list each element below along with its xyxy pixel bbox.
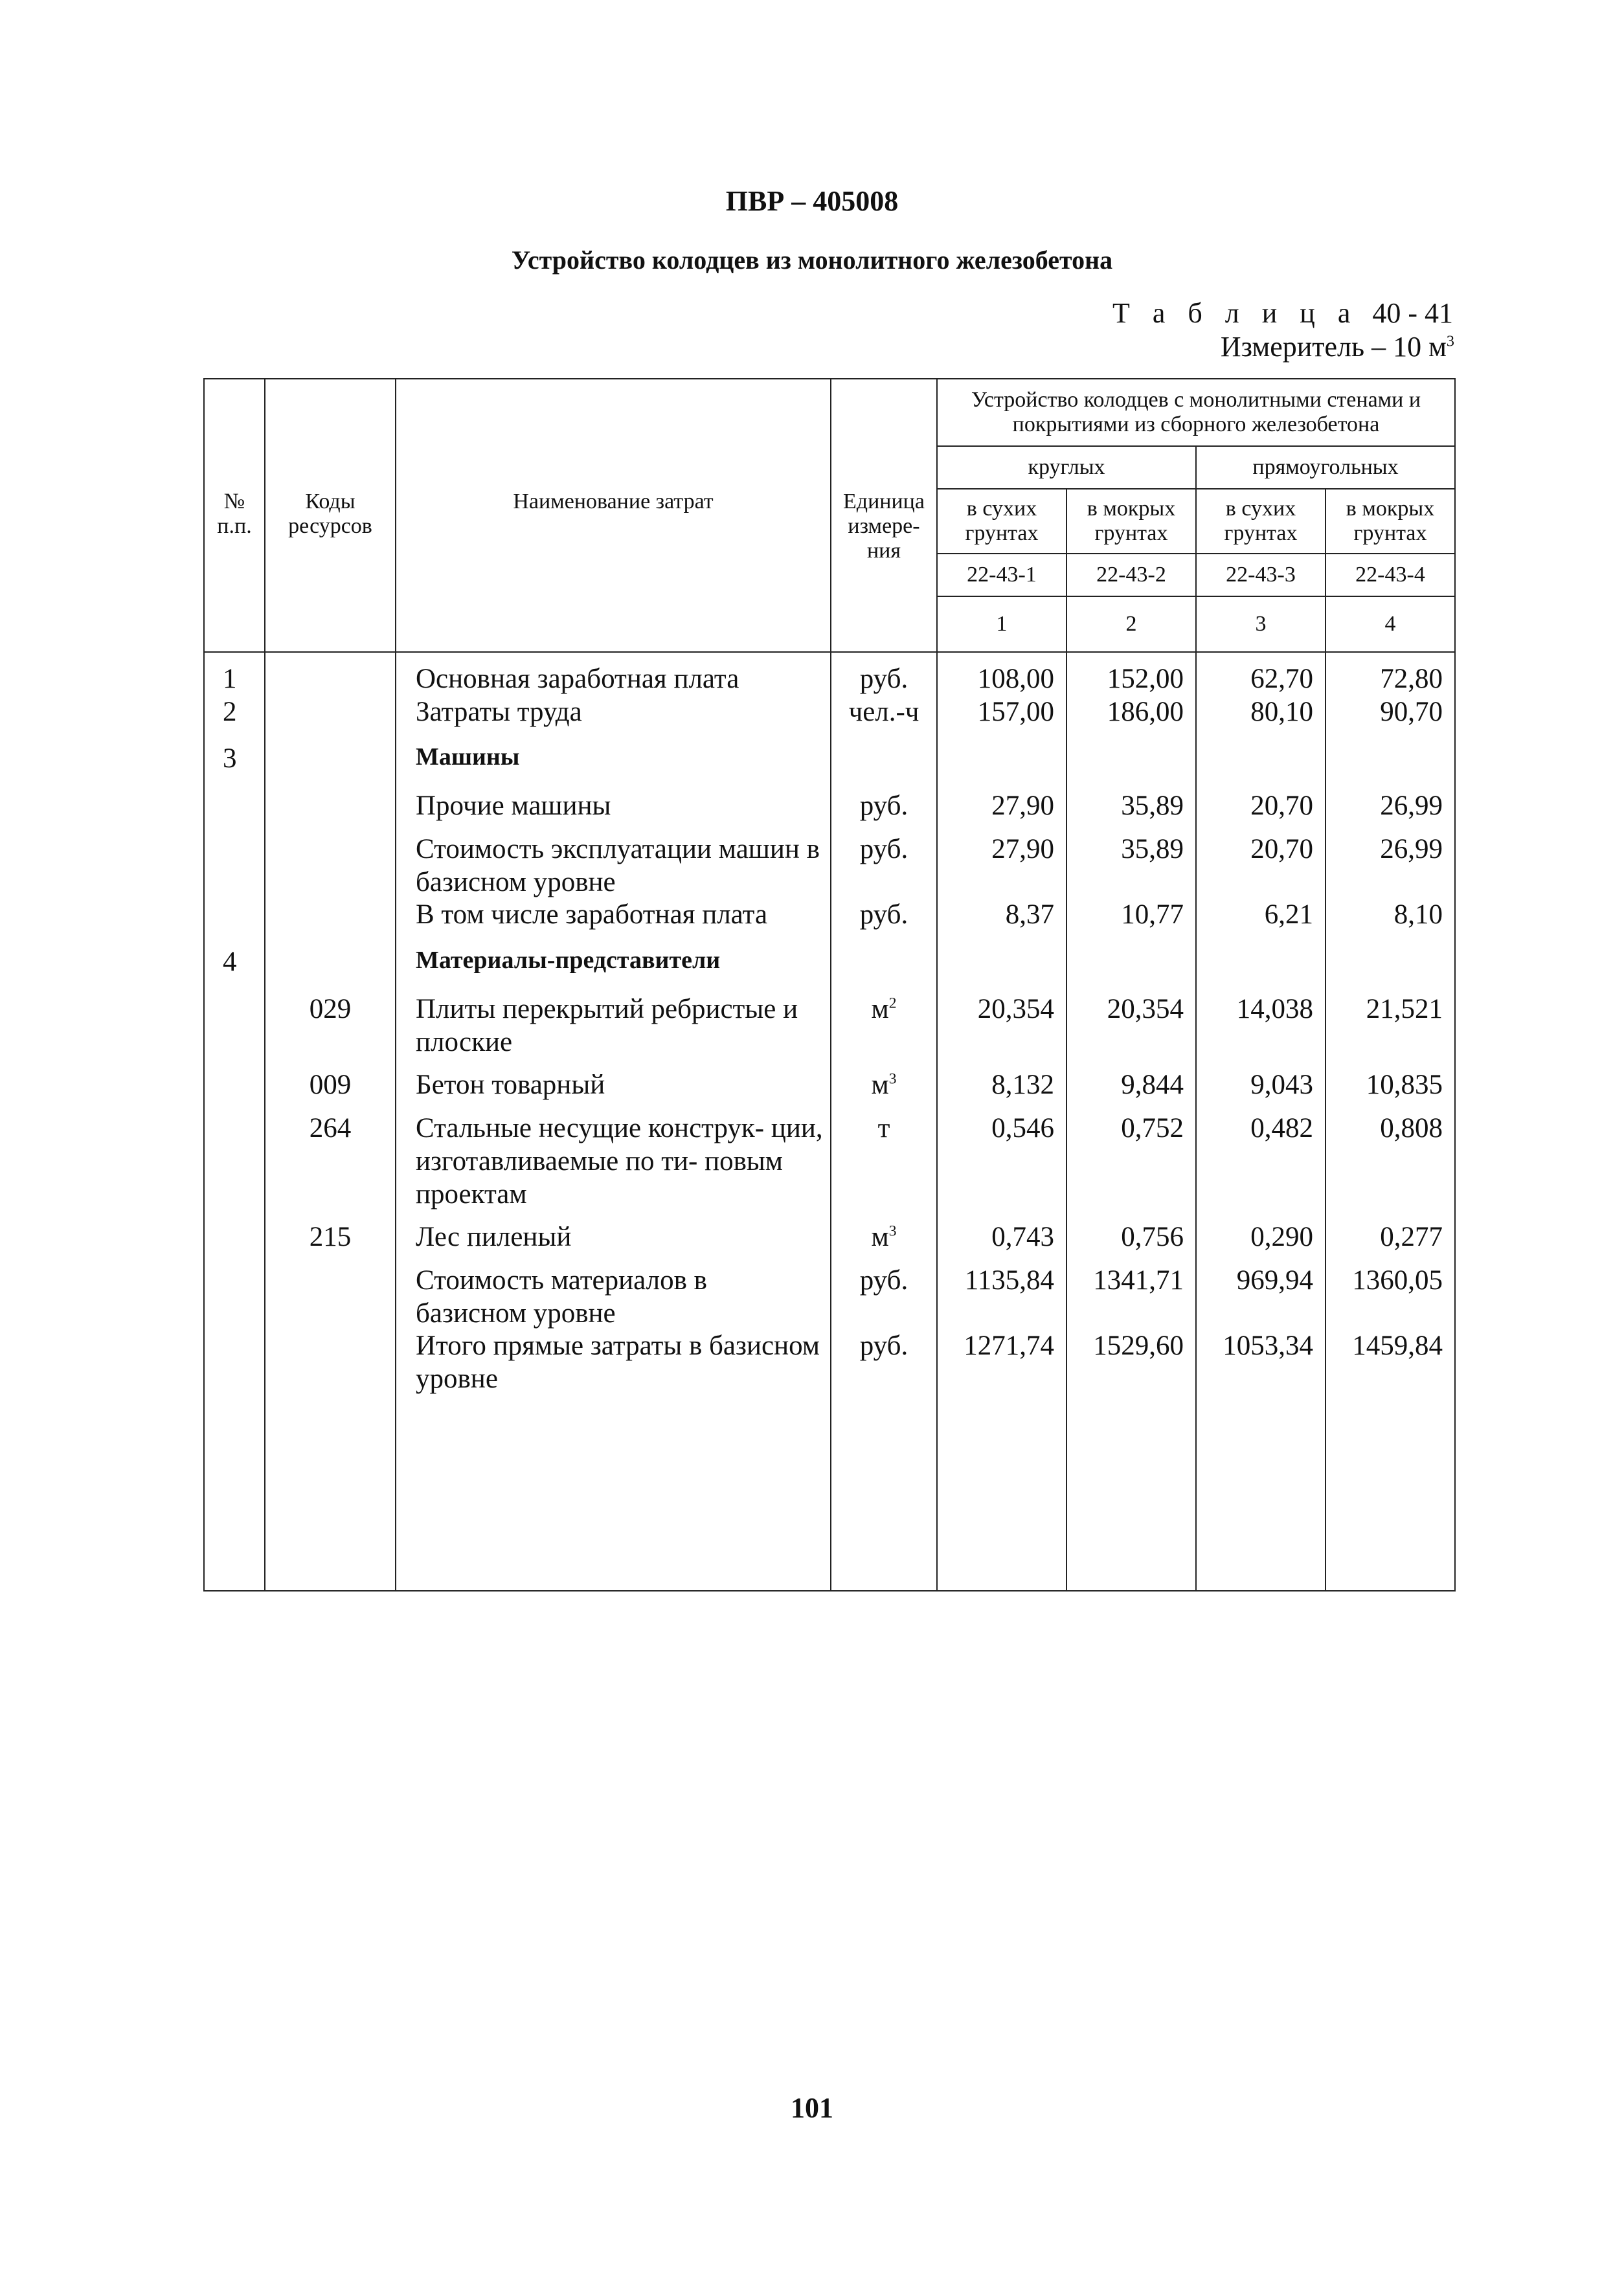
row-unit-text: чел.-ч (848, 696, 919, 727)
row-code (265, 776, 396, 823)
header-code3: 22-43-3 (1196, 554, 1325, 596)
row-unit (831, 1059, 937, 1102)
row-unit (831, 1330, 937, 1395)
row-num (204, 776, 265, 823)
row-value-3: 0,482 (1196, 1102, 1325, 1211)
table-number (1112, 297, 1453, 330)
row-code (265, 652, 396, 696)
row-num: 1 (204, 652, 265, 696)
row-value-3: 969,94 (1196, 1254, 1325, 1330)
row-value-3: 1053,34 (1196, 1330, 1325, 1395)
row-unit-text: м (871, 1222, 889, 1253)
header-n4: 4 (1325, 596, 1455, 652)
row-value-2: 0,752 (1066, 1102, 1196, 1211)
row-unit (831, 696, 937, 729)
measure-label: Измеритель – 10 м (1220, 331, 1447, 363)
row-value-3 (1196, 728, 1325, 776)
row-unit-text: руб. (859, 791, 908, 822)
row-value-3: 20,70 (1196, 776, 1325, 823)
row-name: Материалы-представители (396, 932, 831, 979)
row-value-3: 14,038 (1196, 979, 1325, 1059)
empty-cell (1196, 1396, 1325, 1591)
row-code (265, 728, 396, 776)
row-value-4: 90,70 (1325, 696, 1455, 729)
row-value-2: 0,756 (1066, 1211, 1196, 1254)
row-unit (831, 1211, 937, 1254)
table-row (204, 776, 1455, 823)
header-rect: прямоугольных (1196, 446, 1455, 489)
header-c2: в мокрых грунтах (1066, 489, 1196, 554)
row-value-2: 186,00 (1066, 696, 1196, 729)
row-num (204, 1102, 265, 1211)
header-group: Устройство колодцев с монолитными стенами и покрытиями из сборного железобетона (937, 379, 1455, 446)
row-value-4: 1360,05 (1325, 1254, 1455, 1330)
document-subtitle: Устройство колодцев из монолитного железобетона (511, 245, 1113, 275)
row-name: В том числе заработная плата (396, 899, 831, 932)
empty-cell (937, 1396, 1066, 1591)
table-row (204, 696, 1455, 729)
header-name: Наименование затрат (396, 379, 831, 652)
row-unit (831, 823, 937, 899)
row-value-1: 27,90 (937, 776, 1066, 823)
row-value-2: 1341,71 (1066, 1254, 1196, 1330)
row-value-2: 35,89 (1066, 776, 1196, 823)
row-value-1: 20,354 (937, 979, 1066, 1059)
row-value-3: 62,70 (1196, 652, 1325, 696)
row-name: Затраты труда (396, 696, 831, 729)
header-c3: в сухих грунтах (1196, 489, 1325, 554)
row-unit (831, 899, 937, 932)
row-num (204, 979, 265, 1059)
row-value-1: 8,37 (937, 899, 1066, 932)
row-unit (831, 776, 937, 823)
row-num (204, 1330, 265, 1395)
header-code2: 22-43-2 (1066, 554, 1196, 596)
row-value-1: 157,00 (937, 696, 1066, 729)
row-name: Стоимость эксплуатации машин в базисном уровне (396, 823, 831, 899)
row-num: 3 (204, 728, 265, 776)
row-value-1: 27,90 (937, 823, 1066, 899)
table-row (204, 823, 1455, 899)
row-code (265, 823, 396, 899)
row-unit (831, 652, 937, 696)
row-code (265, 1330, 396, 1395)
row-value-4: 26,99 (1325, 823, 1455, 899)
row-unit-text: руб. (859, 899, 908, 930)
empty-cell (831, 1396, 937, 1591)
row-value-4: 21,521 (1325, 979, 1455, 1059)
row-unit-text: руб. (859, 833, 908, 864)
row-value-3: 6,21 (1196, 899, 1325, 932)
row-unit-text: т (877, 1113, 890, 1144)
table-row (204, 652, 1455, 696)
row-unit-sup: 2 (888, 995, 897, 1012)
row-value-4 (1325, 728, 1455, 776)
row-value-4 (1325, 932, 1455, 979)
row-code: 264 (265, 1102, 396, 1211)
row-unit (831, 979, 937, 1059)
row-unit (831, 1254, 937, 1330)
row-value-3: 80,10 (1196, 696, 1325, 729)
table-row (204, 979, 1455, 1059)
row-num (204, 1254, 265, 1330)
row-code: 215 (265, 1211, 396, 1254)
page-number: 101 (791, 2092, 833, 2124)
row-value-2: 20,354 (1066, 979, 1196, 1059)
row-value-2 (1066, 728, 1196, 776)
empty-cell (1325, 1396, 1455, 1591)
row-value-2: 9,844 (1066, 1059, 1196, 1102)
measure-sup: 3 (1446, 332, 1454, 350)
row-value-1: 8,132 (937, 1059, 1066, 1102)
row-unit-text: руб. (859, 1265, 908, 1296)
measure-unit (1221, 330, 1454, 363)
row-unit (831, 728, 937, 776)
table-row (204, 1102, 1455, 1211)
row-num (204, 1059, 265, 1102)
row-value-4: 72,80 (1325, 652, 1455, 696)
header-c4: в мокрых грунтах (1325, 489, 1455, 554)
row-code: 009 (265, 1059, 396, 1102)
document-code-title: ПВР – 405008 (725, 185, 899, 217)
header-n2: 2 (1066, 596, 1196, 652)
table-label: Т а б л и ц а (1112, 297, 1359, 329)
row-name: Плиты перекрытий ребристые и плоские (396, 979, 831, 1059)
row-num (204, 899, 265, 932)
header-round: круглых (937, 446, 1196, 489)
header-code: Коды ресурсов (265, 379, 396, 652)
table-row (204, 899, 1455, 932)
row-unit-sup: 3 (888, 1071, 897, 1088)
row-value-4: 0,808 (1325, 1102, 1455, 1211)
header-unit: Единица измере- ния (831, 379, 937, 652)
table-row (204, 1211, 1455, 1254)
header-n1: 1 (937, 596, 1066, 652)
row-name: Лес пиленый (396, 1211, 831, 1254)
row-code: 029 (265, 979, 396, 1059)
row-unit-text: руб. (859, 664, 908, 694)
row-value-4: 8,10 (1325, 899, 1455, 932)
row-name: Стоимость материалов в базисном уровне (396, 1254, 831, 1330)
empty-cell (204, 1396, 265, 1591)
row-value-4: 0,277 (1325, 1211, 1455, 1254)
empty-cell (265, 1396, 396, 1591)
row-unit (831, 1102, 937, 1211)
empty-cell (1066, 1396, 1196, 1591)
row-value-1: 1135,84 (937, 1254, 1066, 1330)
header-n3: 3 (1196, 596, 1325, 652)
table-number-value: 40 - 41 (1372, 297, 1453, 329)
row-value-2: 10,77 (1066, 899, 1196, 932)
row-code (265, 899, 396, 932)
row-num (204, 823, 265, 899)
row-num: 2 (204, 696, 265, 729)
row-unit-sup: 3 (888, 1222, 897, 1240)
header-code4: 22-43-4 (1325, 554, 1455, 596)
table-row (204, 1059, 1455, 1102)
row-value-4: 26,99 (1325, 776, 1455, 823)
row-num: 4 (204, 932, 265, 979)
row-code (265, 1254, 396, 1330)
table-row (204, 1254, 1455, 1330)
row-name: Основная заработная плата (396, 652, 831, 696)
row-value-1: 108,00 (937, 652, 1066, 696)
row-value-2: 35,89 (1066, 823, 1196, 899)
row-code (265, 696, 396, 729)
row-unit-text: м (871, 1070, 889, 1101)
table-row (204, 728, 1455, 776)
row-num (204, 1211, 265, 1254)
empty-cell (396, 1396, 831, 1591)
row-value-2: 1529,60 (1066, 1330, 1196, 1395)
row-value-4: 1459,84 (1325, 1330, 1455, 1395)
row-name: Прочие машины (396, 776, 831, 823)
row-value-2: 152,00 (1066, 652, 1196, 696)
row-name: Машины (396, 728, 831, 776)
row-value-2 (1066, 932, 1196, 979)
row-value-3: 9,043 (1196, 1059, 1325, 1102)
row-value-3: 0,290 (1196, 1211, 1325, 1254)
table-empty-row (204, 1396, 1455, 1591)
cost-table (203, 378, 1456, 1591)
row-value-3: 20,70 (1196, 823, 1325, 899)
row-unit-text: руб. (859, 1331, 908, 1362)
row-value-1 (937, 728, 1066, 776)
row-value-1: 0,546 (937, 1102, 1066, 1211)
row-value-1: 0,743 (937, 1211, 1066, 1254)
header-code1: 22-43-1 (937, 554, 1066, 596)
row-value-4: 10,835 (1325, 1059, 1455, 1102)
row-value-1: 1271,74 (937, 1330, 1066, 1395)
table-row (204, 1330, 1455, 1395)
row-value-1 (937, 932, 1066, 979)
header-c1: в сухих грунтах (937, 489, 1066, 554)
row-value-3 (1196, 932, 1325, 979)
row-name: Бетон товарный (396, 1059, 831, 1102)
row-unit-text: м (871, 993, 889, 1024)
row-code (265, 932, 396, 979)
row-name: Стальные несущие конструк- ции, изготавливаемые по ти- повым проектам (396, 1102, 831, 1211)
row-unit (831, 932, 937, 979)
header-num: № п.п. (204, 379, 265, 652)
row-name: Итого прямые затраты в базисном уровне (396, 1330, 831, 1395)
table-row (204, 932, 1455, 979)
